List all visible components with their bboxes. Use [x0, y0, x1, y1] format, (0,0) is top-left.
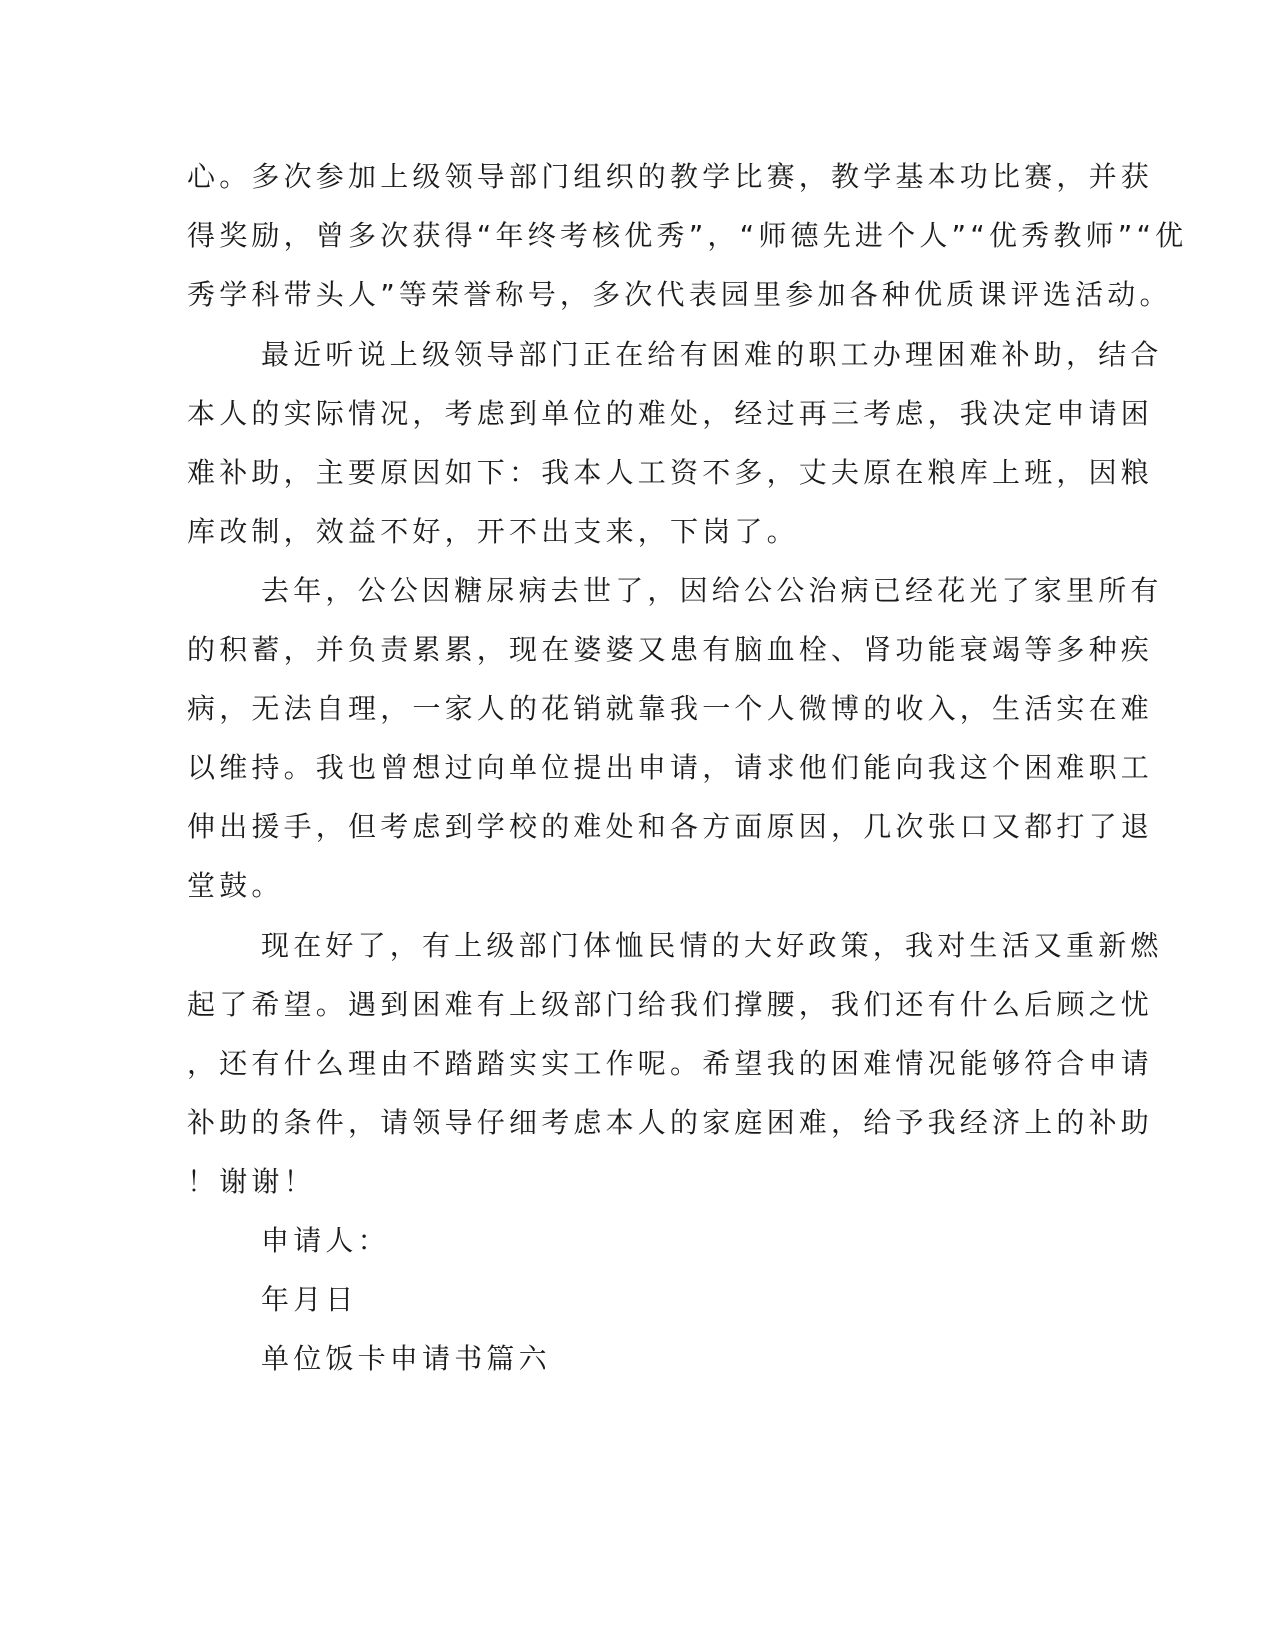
paragraph-line: 堂鼓。	[187, 869, 284, 902]
date-label: 年月日	[261, 1283, 358, 1316]
paragraph-line: 本人的实际情况，考虑到单位的难处，经过再三考虑，我决定申请困	[187, 397, 1154, 430]
paragraph-line: 秀学科带头人”等荣誉称号，多次代表园里参加各种优质课评选活动。	[187, 278, 1172, 311]
paragraph-line: 现在好了，有上级部门体恤民情的大好政策，我对生活又重新燃	[261, 929, 1163, 962]
paragraph-line: 以维持。我也曾想过向单位提出申请，请求他们能向我这个困难职工	[187, 751, 1154, 784]
paragraph-line: ，还有什么理由不踏踏实实工作呢。希望我的困难情况能够符合申请	[187, 1047, 1154, 1080]
paragraph-line: 补助的条件，请领导仔细考虑本人的家庭困难，给予我经济上的补助	[187, 1106, 1154, 1139]
paragraph-line: 难补助，主要原因如下：我本人工资不多，丈夫原在粮库上班，因粮	[187, 456, 1154, 489]
paragraph-line: 伸出援手，但考虑到学校的难处和各方面原因，几次张口又都打了退	[187, 810, 1154, 843]
paragraph-line: 得奖励，曾多次获得“年终考核优秀”，“师德先进个人”“优秀教师”“优	[187, 219, 1188, 252]
paragraph-line: 库改制，效益不好，开不出支来，下岗了。	[187, 515, 799, 548]
paragraph-line: 心。多次参加上级领导部门组织的教学比赛，教学基本功比赛，并获	[187, 160, 1154, 193]
paragraph-line: 起了希望。遇到困难有上级部门给我们撑腰，我们还有什么后顾之忧	[187, 988, 1154, 1021]
section-heading: 单位饭卡申请书篇六	[261, 1342, 551, 1375]
paragraph-line: 去年，公公因糖尿病去世了，因给公公治病已经花光了家里所有	[261, 574, 1163, 607]
paragraph-line: ！谢谢！	[187, 1165, 316, 1198]
applicant-label: 申请人：	[261, 1224, 390, 1257]
paragraph-line: 最近听说上级领导部门正在给有困难的职工办理困难补助，结合	[261, 338, 1163, 371]
paragraph-line: 的积蓄，并负责累累，现在婆婆又患有脑血栓、肾功能衰竭等多种疾	[187, 633, 1154, 666]
paragraph-line: 病，无法自理，一家人的花销就靠我一个人微博的收入，生活实在难	[187, 692, 1154, 725]
